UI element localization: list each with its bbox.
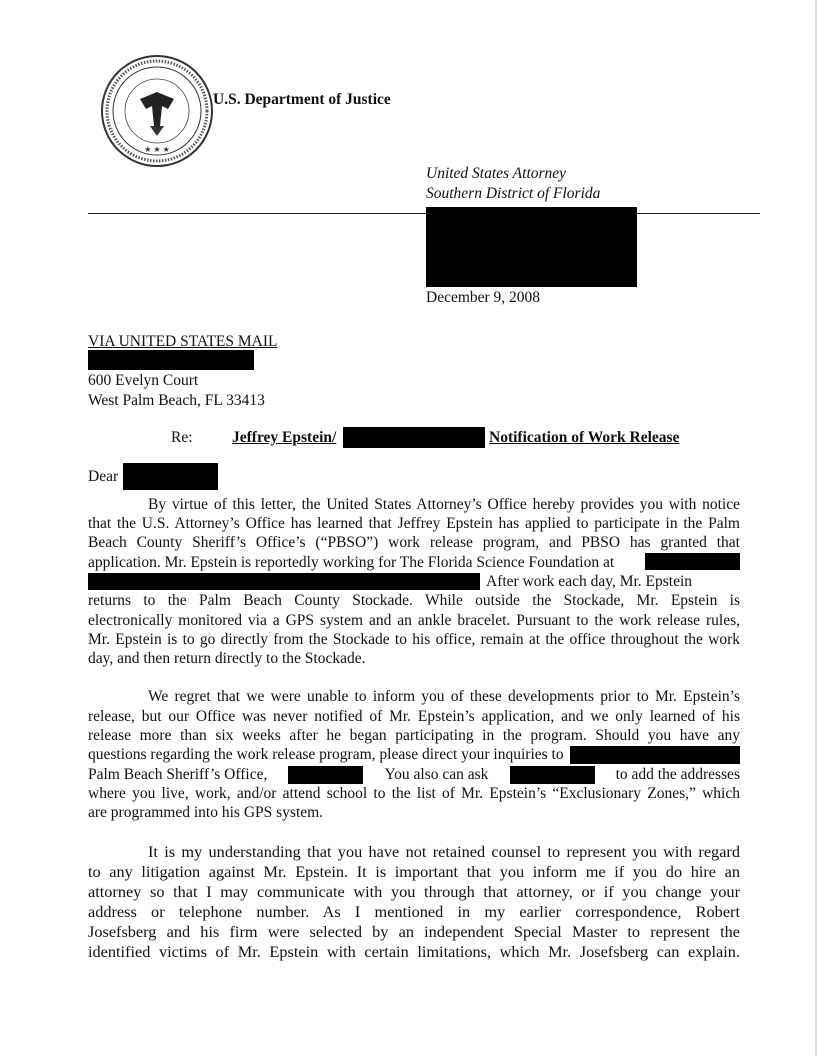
text-line: After work each day, Mr. Epstein <box>486 573 693 590</box>
text-row <box>88 765 740 784</box>
re-subject-topic: Notification of Work Release <box>489 429 680 446</box>
delivery-method: VIA UNITED STATES MAIL <box>88 333 278 350</box>
text-line: It is my understanding that you have not retained counsel to represent you with regard <box>148 842 740 861</box>
text-row <box>88 745 740 764</box>
agency-name: U.S. Department of Justice <box>213 91 391 108</box>
doj-seal-logo <box>100 54 214 168</box>
text-line: By virtue of this letter, the United States Attorney’s Office hereby provides you with notice <box>148 496 740 513</box>
redaction-contact-name <box>510 766 595 784</box>
text-line: electronically monitored via a GPS system and an ankle bracelet. Pursuant to the work release rules, <box>88 612 740 629</box>
text-line: to add the addresses <box>615 766 740 783</box>
text-line: Palm Beach Sheriff’s Office, <box>88 766 268 783</box>
redaction-subject <box>343 427 485 448</box>
text-line: Mr. Epstein is to go directly from the Stockade to his office, remain at the office throughout the work <box>88 631 740 648</box>
text-line: day, and then return directly to the Stockade. <box>88 650 366 667</box>
redaction-address-cont <box>88 573 480 590</box>
svg-text:★ ★ ★: ★ ★ ★ <box>144 145 170 154</box>
redaction-address <box>645 553 740 570</box>
text-line: identified victims of Mr. Epstein with certain limitations, which Mr. Josefsberg can explain. <box>88 942 740 961</box>
text-line: to any litigation against Mr. Epstein. It is important that you inform me if you do hire an <box>88 862 740 881</box>
text-line: questions regarding the work release program, please direct your inquiries to <box>88 746 564 763</box>
re-subject-name: Jeffrey Epstein/ <box>232 429 337 446</box>
text-line: We regret that we were unable to inform you of these developments prior to Mr. Epstein’s <box>148 688 740 705</box>
text-line: where you live, work, and/or attend school to the list of Mr. Epstein’s “Exclusionary Zones,” which <box>88 785 740 802</box>
redaction-recipient <box>88 350 254 370</box>
office-district: Southern District of Florida <box>426 185 601 202</box>
text-line: Beach County Sheriff’s Office’s (“PBSO”) work release program, and PBSO has granted that <box>88 534 740 551</box>
text-line: address or telephone number. As I mentioned in my earlier correspondence, Robert <box>88 902 740 921</box>
text-line: returns to the Palm Beach County Stockade. While outside the Stockade, Mr. Epstein is <box>88 592 740 609</box>
letter-date: December 9, 2008 <box>426 289 541 306</box>
text-line: are programmed into his GPS system. <box>88 804 324 821</box>
text-line: release more than six weeks after he began participating in the program. Should you have any <box>88 727 740 744</box>
header-rule <box>88 213 760 214</box>
text-line: attorney so that I may communicate with you through that attorney, or if you change your <box>88 882 740 901</box>
redaction-salutation-name <box>123 463 218 490</box>
text-line: application. Mr. Epstein is reportedly working for The Florida Science Foundation at <box>88 554 615 571</box>
address-line-2: West Palm Beach, FL 33413 <box>88 392 265 409</box>
redaction-phone <box>288 766 363 784</box>
text-line: release, but our Office was never notified of Mr. Epstein’s application, and we only learned of his <box>88 708 740 725</box>
redaction-contact <box>570 746 740 764</box>
text-line: Josefsberg and his firm were selected by an independent Special Master to represent the <box>88 922 740 941</box>
office-title: United States Attorney <box>426 165 567 182</box>
address-line-1: 600 Evelyn Court <box>88 372 199 389</box>
redaction-sender <box>426 207 637 287</box>
text-line: that the U.S. Attorney’s Office has learned that Jeffrey Epstein has applied to participate in the Palm <box>88 515 740 532</box>
salutation: Dear <box>88 468 119 485</box>
re-label: Re: <box>171 429 193 446</box>
text-line: You also can ask <box>384 766 489 783</box>
